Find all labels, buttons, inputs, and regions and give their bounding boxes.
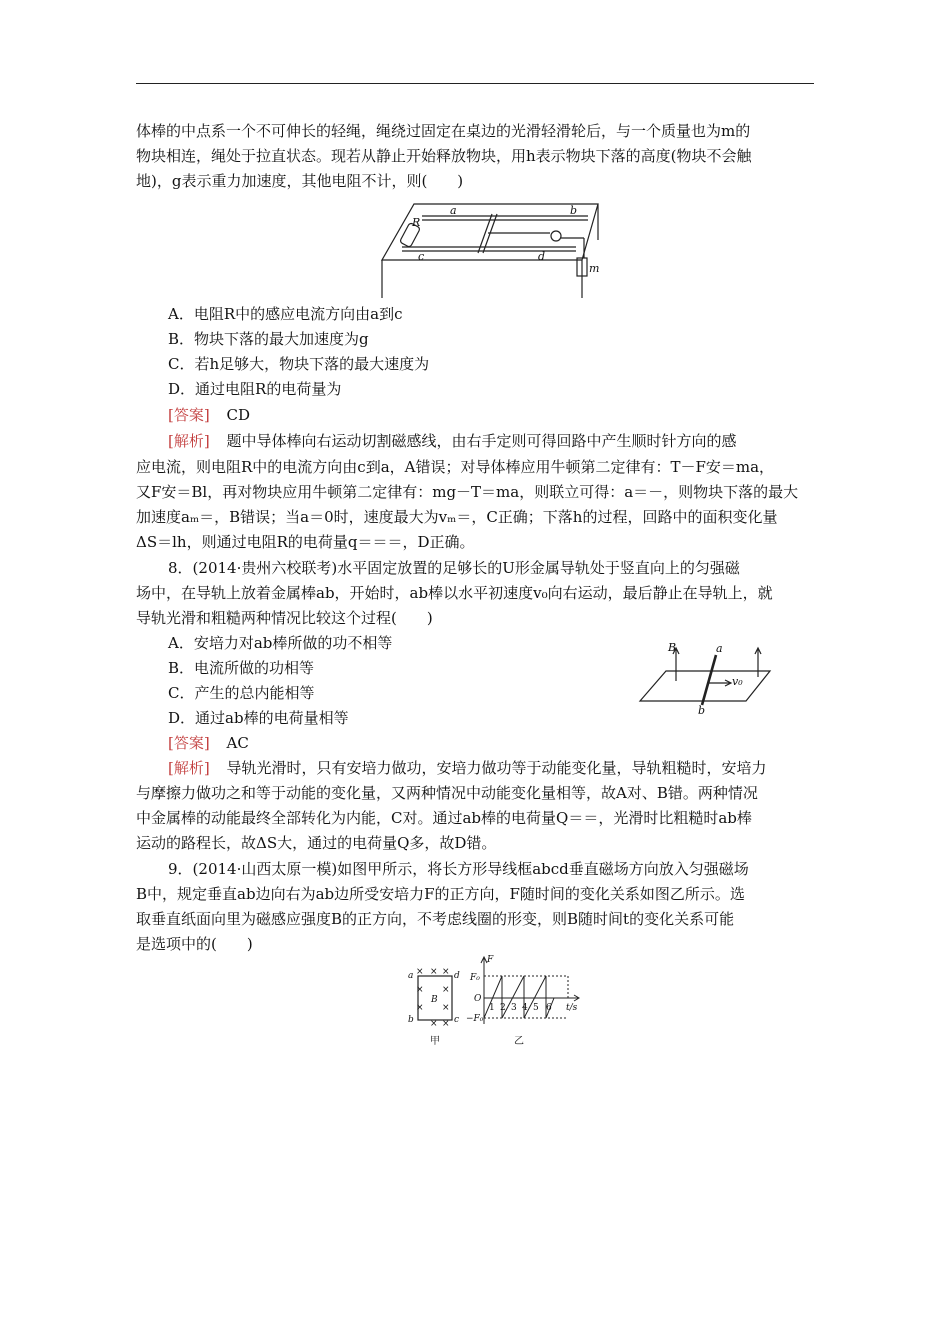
yi-label-F0: F₀	[470, 973, 480, 983]
q7-line-3: 地)，g表示重力加速度，其他电阻不计，则( )	[136, 172, 464, 190]
yi-tick-4: 4	[522, 1003, 528, 1013]
fig1-label-m: m	[589, 262, 600, 275]
yi-label-t-axis: t/s	[566, 1003, 578, 1013]
analysis-tag: [解析]	[168, 759, 210, 777]
jia-cross-4: ×	[416, 985, 424, 995]
q8-option-c: C．产生的总内能相等	[168, 684, 315, 702]
jia-label-b: b	[408, 1015, 414, 1025]
q7-analysis-line-5: ΔS＝lh，则通过电阻R的电荷量q＝＝＝，D正确。	[136, 533, 475, 551]
jia-label-d: d	[454, 971, 460, 981]
yi-tick-5: 5	[533, 1003, 539, 1013]
q7-analysis-line-3: 又F安＝Bl，再对物块应用牛顿第二定律有：mg－T＝ma，则联立可得：a＝－，则物块下落的最大	[136, 483, 799, 501]
answer-tag: [答案]	[168, 406, 210, 424]
jia-caption: 甲	[430, 1036, 440, 1047]
q7-line-2: 物块相连，绳处于拉直状态。现若从静止开始释放物块，用h表示物块下落的高度(物块不会触	[136, 147, 752, 165]
q8-option-a: A．安培力对ab棒所做的功不相等	[168, 634, 393, 652]
fig2-label-a: a	[716, 642, 723, 655]
answer-value: AC	[226, 734, 249, 752]
answer-tag: [答案]	[168, 734, 210, 752]
analysis-tag: [解析]	[168, 432, 210, 450]
yi-caption: 乙	[514, 1036, 524, 1047]
yi-label-O: O	[474, 994, 482, 1004]
fig1-label-b: b	[570, 204, 578, 217]
analysis-text: 题中导体棒向右运动切割磁感线，由右手定则可得回路中产生顺时针方向的感	[226, 432, 737, 450]
q8-analysis-line-2: 与摩擦力做功之和等于动能的变化量，又两种情况中动能变化量相等，故A对、B错。两种情况	[136, 784, 758, 802]
force-time-graph-yi	[462, 954, 584, 1048]
yi-tick-6: 6	[546, 1003, 552, 1013]
q7-option-d: D．通过电阻R的电荷量为	[168, 380, 342, 398]
q8-option-d: D．通过ab棒的电荷量相等	[168, 709, 349, 727]
jia-cross-8: ×	[430, 1019, 438, 1029]
fig1-label-d: d	[538, 250, 546, 263]
q7-option-c: C．若h足够大，物块下落的最大速度为	[168, 355, 430, 373]
q7-analysis-line-4: 加速度aₘ＝，B错误；当a＝0时，速度最大为vₘ＝，C正确；下落h的过程，回路中的面积变化量	[136, 508, 778, 526]
q9-line-4: 是选项中的( )	[136, 935, 253, 953]
q8-line-3: 导轨光滑和粗糙两种情况比较这个过程( )	[136, 609, 433, 627]
frame-figure-jia	[406, 962, 464, 1048]
jia-cross-5: ×	[442, 985, 450, 995]
yi-label-negF0: −F₀	[466, 1014, 484, 1024]
fig2-label-B: B	[668, 641, 677, 654]
jia-cross-3: ×	[442, 967, 450, 977]
jia-label-B: B	[431, 995, 438, 1005]
jia-cross-7: ×	[442, 1003, 450, 1013]
fig1-label-c: c	[418, 250, 425, 263]
jia-label-a: a	[408, 971, 414, 981]
q7-option-a: A．电阻R中的感应电流方向由a到c	[168, 305, 403, 323]
yi-tick-1: 1	[489, 1003, 495, 1013]
q8-line-2: 场中，在导轨上放着金属棒ab，开始时，ab棒以水平初速度v₀向右运动，最后静止在导轨上，就	[136, 584, 773, 602]
yi-label-F: F	[487, 955, 494, 965]
yi-tick-3: 3	[511, 1003, 517, 1013]
q7-analysis-line-2: 应电流，则电阻R中的电流方向由c到a，A错误；对导体棒应用牛顿第二定律有：T－F安＝ma，	[136, 458, 775, 476]
header-rule	[136, 83, 814, 84]
jia-cross-2: ×	[430, 967, 438, 977]
q7-line-1: 体棒的中点系一个不可伸长的轻绳，绳绕过固定在桌边的光滑轻滑轮后，与一个质量也为m的	[136, 122, 751, 140]
q8-line-1: 8．(2014·贵州六校联考)水平固定放置的足够长的U形金属导轨处于竖直向上的匀强磁	[168, 559, 740, 577]
q7-answer	[168, 404, 250, 426]
q9-line-2: B中，规定垂直ab边向右为ab边所受安培力F的正方向，F随时间的变化关系如图乙所示。选	[136, 885, 745, 903]
answer-value: CD	[226, 406, 251, 424]
jia-cross-9: ×	[442, 1019, 450, 1029]
q9-line-3: 取垂直纸面向里为磁感应强度B的正方向，不考虑线圈的形变，则B随时间t的变化关系可能	[136, 910, 735, 928]
fig2-label-b: b	[698, 704, 706, 715]
rails-table-figure	[376, 200, 602, 300]
q8-option-b: B．电流所做的功相等	[168, 659, 315, 677]
jia-cross-6: ×	[416, 1003, 424, 1013]
q8-analysis-line-1	[168, 757, 767, 779]
q7-option-b: B．物块下落的最大加速度为g	[168, 330, 369, 348]
yi-tick-2: 2	[500, 1003, 506, 1013]
fig1-label-R: R	[412, 216, 421, 229]
q8-analysis-line-4: 运动的路程长，故ΔS大，通过的电荷量Q多，故D错。	[136, 834, 497, 852]
q7-analysis-line-1	[168, 430, 737, 452]
jia-cross-1: ×	[416, 967, 424, 977]
q8-analysis-line-3: 中金属棒的动能最终全部转化为内能，C对。通过ab棒的电荷量Q＝＝，光滑时比粗糙时ab棒	[136, 809, 752, 827]
analysis-text: 导轨光滑时，只有安培力做功，安培力做功等于动能变化量，导轨粗糙时，安培力	[226, 759, 767, 777]
jia-label-c: c	[454, 1015, 460, 1025]
q9-line-1: 9．(2014·山西太原一模)如图甲所示，将长方形导线框abcd垂直磁场方向放入匀强磁场	[168, 860, 749, 878]
rod-field-figure	[636, 637, 772, 715]
fig2-label-v0: v₀	[732, 675, 743, 688]
q8-answer	[168, 732, 249, 754]
fig1-label-a: a	[450, 204, 457, 217]
